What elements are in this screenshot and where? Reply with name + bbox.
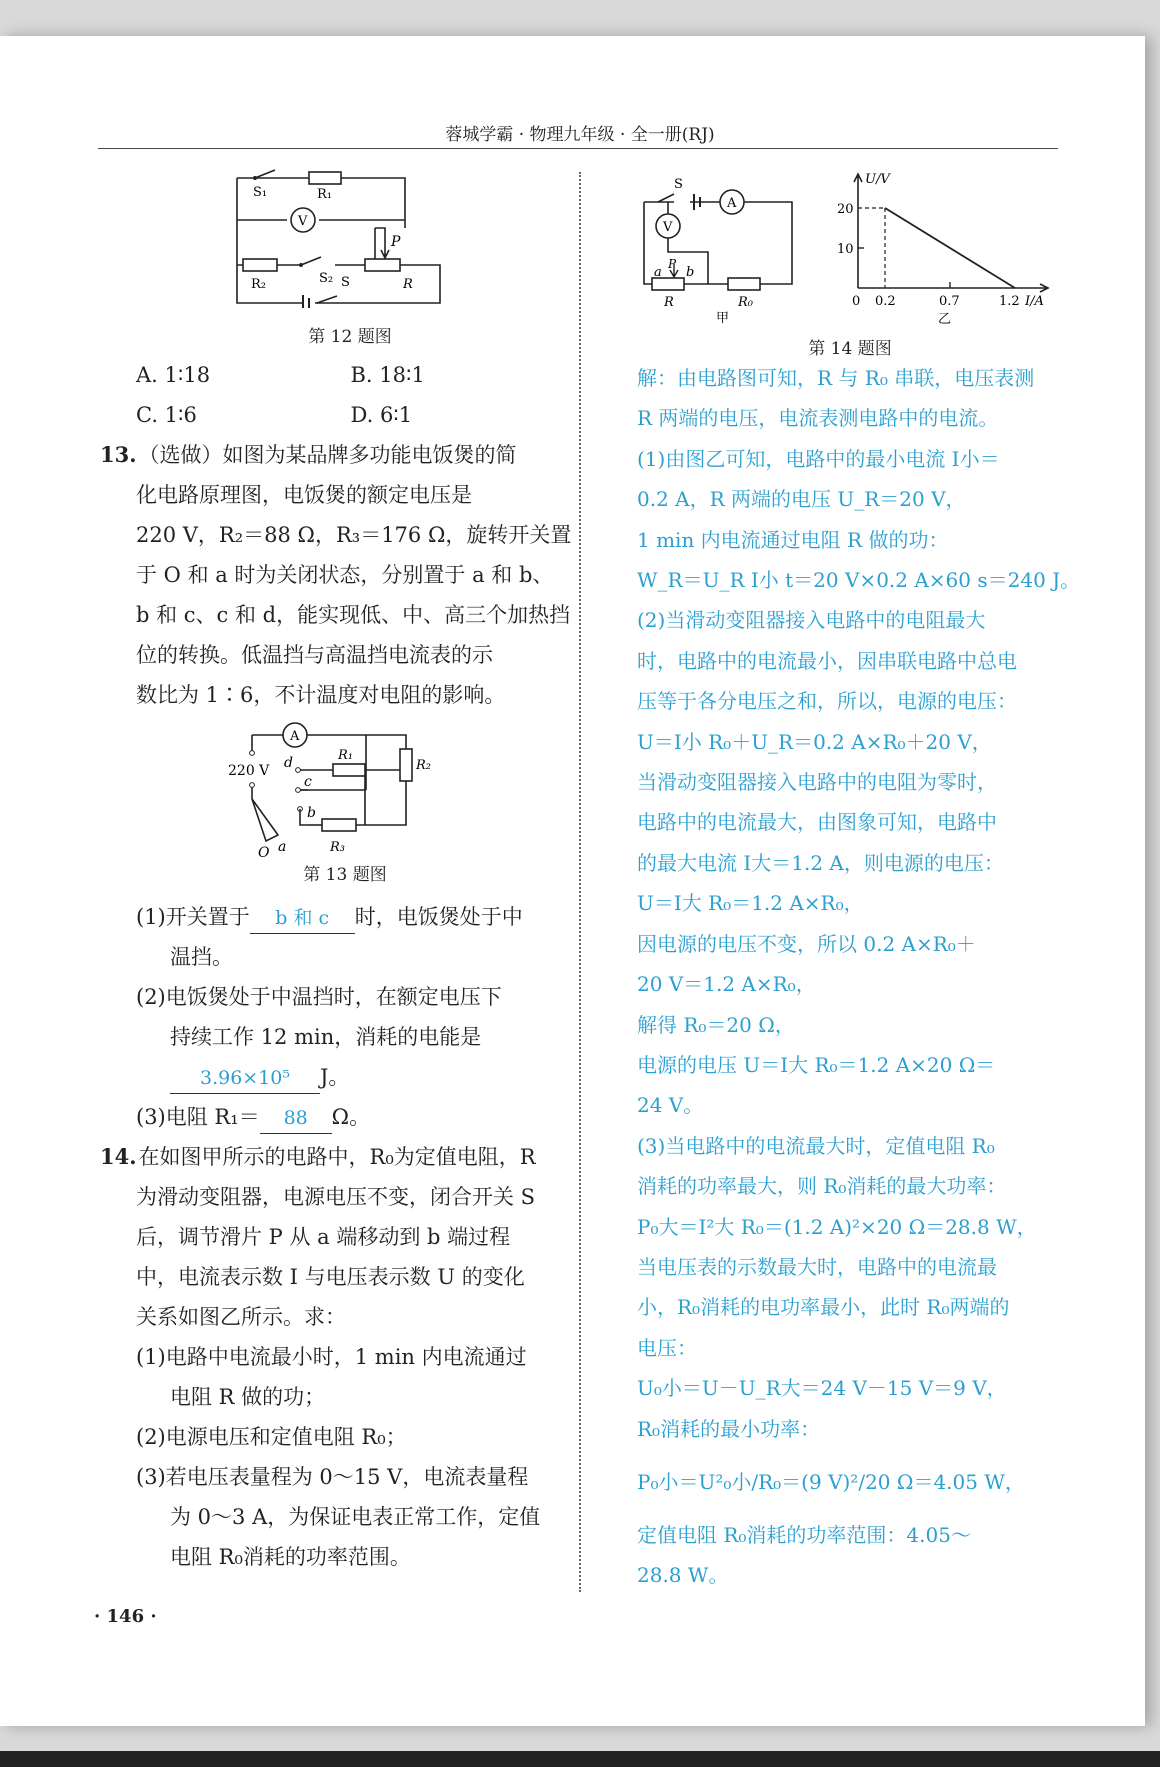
q13-sub3 bbox=[100, 1097, 565, 1137]
solution-line: (1)由图乙可知，电路中的最小电流 I小＝ bbox=[637, 446, 1000, 471]
header-rule bbox=[98, 148, 1058, 149]
solution-line: 当滑动变阻器接入电路中的电阻为零时， bbox=[637, 770, 997, 795]
solution-line: (3)当电路中的电流最大时，定值电阻 R₀ bbox=[637, 1133, 995, 1158]
rheostat-r bbox=[365, 259, 400, 271]
q13-sub1 bbox=[100, 897, 565, 937]
label-a: a bbox=[278, 839, 287, 855]
label-p: P bbox=[668, 257, 677, 271]
slider-arrow bbox=[375, 228, 389, 258]
label-220v: 220 V bbox=[228, 763, 270, 779]
rotary-switch bbox=[252, 799, 278, 841]
figure-12-caption: 第 12 题图 bbox=[308, 327, 392, 347]
page-number: · 146 · bbox=[94, 1606, 157, 1627]
figure-13-caption: 第 13 题图 bbox=[303, 865, 387, 885]
solution-line: 24 V。 bbox=[637, 1093, 704, 1118]
q13-line: 220 V，R₂＝88 Ω，R₃＝176 Ω，旋转开关置 bbox=[136, 523, 572, 547]
solution-line: 解：由电路图可知，R 与 R₀ 串联，电压表测 bbox=[637, 366, 1035, 390]
q14-sub1-line1: (1)电路中电流最小时，1 min 内电流通过 bbox=[136, 1345, 527, 1369]
q13-sub1-suffix: 时，电饭煲处于中 bbox=[354, 905, 523, 929]
q13-line: 于 O 和 a 时为关闭状态，分别置于 a 和 b、 bbox=[136, 563, 554, 587]
label-s: S bbox=[341, 275, 350, 290]
solution-line: 1 min 内电流通过电阻 R 做的功： bbox=[637, 527, 949, 552]
q14-number: 14. bbox=[100, 1144, 137, 1169]
solution-line: 小，R₀消耗的电功率最小，此时 R₀两端的 bbox=[637, 1295, 1010, 1320]
label-r: R bbox=[403, 277, 413, 292]
label-o: O bbox=[258, 845, 270, 859]
q14-sub3-line3: 电阻 R₀消耗的功率范围。 bbox=[170, 1545, 411, 1569]
q13-line: b 和 c、c 和 d，能实现低、中、高三个加热挡 bbox=[136, 603, 571, 627]
label-v: V bbox=[298, 214, 308, 229]
solution-line: 因电源的电压不变，所以 0.2 A×R₀＋ bbox=[637, 931, 976, 956]
figure-12-circuit bbox=[225, 168, 470, 308]
switch-s2 bbox=[301, 257, 321, 265]
solution-line: 消耗的功率最大，则 R₀消耗的最大功率： bbox=[637, 1174, 1007, 1199]
label-c: c bbox=[304, 774, 312, 790]
q12-option-d: D. 6∶1 bbox=[350, 403, 413, 427]
solution-line: U₀小＝U－U_R大＝24 V－15 V＝9 V， bbox=[637, 1376, 1007, 1401]
q14-text: 在如图甲所示的电路中，R₀为定值电阻，R bbox=[138, 1145, 536, 1169]
label-r1: R₁ bbox=[317, 187, 332, 202]
solution-line: 定值电阻 R₀消耗的功率范围：4.05～ bbox=[637, 1522, 971, 1547]
left-column bbox=[100, 355, 572, 1577]
resistor-r3 bbox=[322, 819, 356, 831]
solution-line: 解得 R₀＝20 Ω， bbox=[637, 1012, 795, 1037]
label-s: S bbox=[674, 177, 683, 192]
figure-14-caption: 第 14 题图 bbox=[808, 339, 892, 359]
label-s1: S₁ bbox=[253, 185, 268, 200]
q13-line: 化电路原理图，电饭煲的额定电压是 bbox=[136, 483, 472, 507]
solution-line: (2)当滑动变阻器接入电路中的电阻最大 bbox=[637, 608, 986, 633]
label-r1: R₁ bbox=[338, 748, 353, 763]
tick-label-0: 0 bbox=[852, 294, 861, 309]
label-jia: 甲 bbox=[716, 311, 730, 326]
figure-14-graph bbox=[835, 168, 1060, 328]
q13-sub3-prefix: (3)电阻 R₁＝ bbox=[136, 1105, 260, 1129]
solution-line: W_R＝U_R I小 t＝20 V×0.2 A×60 s＝240 J。 bbox=[637, 568, 1081, 593]
solution-line: P₀小＝U²₀小/R₀＝(9 V)²/20 Ω＝4.05 W， bbox=[637, 1469, 1025, 1494]
q13-sub1-prefix: (1)开关置于 bbox=[136, 905, 250, 929]
running-header: 蓉城学霸 · 物理九年级 · 全一册(RJ) bbox=[445, 125, 715, 145]
q13-text: （选做）如图为某品牌多功能电饭煲的简 bbox=[138, 443, 517, 467]
bottom-bar bbox=[0, 1751, 1160, 1767]
switch-s bbox=[317, 296, 337, 303]
solution-line: 0.2 A，R 两端的电压 U_R＝20 V， bbox=[637, 487, 966, 512]
q14-sub3-line2: 为 0～3 A，为保证电表正常工作，定值 bbox=[170, 1505, 541, 1529]
q14-line bbox=[100, 1137, 565, 1177]
tick-label-02: 0.2 bbox=[875, 294, 896, 309]
q14-line: 为滑动变阻器，电源电压不变，闭合开关 S bbox=[136, 1185, 536, 1209]
label-b: b bbox=[307, 805, 316, 821]
solution-line: 电路中的电流最大，由图象可知，电路中 bbox=[637, 810, 997, 835]
resistor-r0 bbox=[728, 278, 760, 290]
q12-options-row1 bbox=[100, 355, 565, 395]
resistor-r2 bbox=[243, 259, 277, 271]
solution-column bbox=[637, 358, 1081, 1596]
label-b-end: b bbox=[686, 265, 695, 280]
q12-option-a: A. 1∶18 bbox=[136, 363, 211, 387]
label-d: d bbox=[284, 755, 293, 771]
solution-line: 28.8 W。 bbox=[637, 1563, 729, 1588]
resistor-r2 bbox=[400, 749, 412, 781]
label-s2: S₂ bbox=[319, 271, 334, 286]
q13-sub3-answer: 88 bbox=[260, 1103, 332, 1134]
q13-sub2-line2: 持续工作 12 min，消耗的电能是 bbox=[170, 1025, 482, 1049]
q13-line bbox=[100, 435, 565, 475]
label-r: R bbox=[664, 295, 674, 310]
figure-13-circuit bbox=[228, 719, 438, 859]
label-yi: 乙 bbox=[938, 312, 952, 327]
label-r3: R₃ bbox=[330, 840, 345, 855]
solution-line: R 两端的电压，电流表测电路中的电流。 bbox=[637, 406, 999, 431]
label-a-meter: A bbox=[290, 729, 300, 744]
q13-line: 数比为 1∶6，不计温度对电阻的影响。 bbox=[136, 683, 506, 707]
q14-sub3-line1: (3)若电压表量程为 0～15 V，电流表量程 bbox=[136, 1465, 529, 1489]
label-r2: R₂ bbox=[416, 758, 431, 773]
q14-line: 中，电流表示数 I 与电压表示数 U 的变化 bbox=[136, 1265, 525, 1289]
solution-line: 压等于各分电压之和，所以，电源的电压： bbox=[637, 689, 1017, 714]
q14-line: 后，调节滑片 P 从 a 端移动到 b 端过程 bbox=[136, 1225, 511, 1249]
solution-line: P₀大＝I²大 R₀＝(1.2 A)²×20 Ω＝28.8 W， bbox=[637, 1214, 1037, 1239]
solution-line: 20 V＝1.2 A×R₀， bbox=[637, 972, 816, 997]
solution-line: 时，电路中的电流最小，因串联电路中总电 bbox=[637, 648, 1017, 673]
q13-sub2-suffix: J。 bbox=[320, 1065, 350, 1089]
solution-line: 的最大电流 I大＝1.2 A，则电源的电压： bbox=[637, 850, 1004, 875]
axis-label-i: I/A bbox=[1025, 294, 1044, 309]
tick-label-07: 0.7 bbox=[939, 294, 960, 309]
q13-sub2-line1: (2)电饭煲处于中温挡时，在额定电压下 bbox=[136, 985, 502, 1009]
column-divider bbox=[579, 172, 581, 1592]
solution-line: R₀消耗的最小功率： bbox=[637, 1416, 821, 1441]
label-r2: R₂ bbox=[251, 277, 266, 292]
label-v: V bbox=[663, 220, 673, 235]
tick-label-20: 20 bbox=[837, 202, 854, 217]
label-r0: R₀ bbox=[738, 295, 753, 310]
q13-sub2-answer: 3.96×10⁵ bbox=[170, 1063, 320, 1094]
q13-sub2-line3 bbox=[100, 1057, 565, 1097]
resistor-r1 bbox=[333, 764, 365, 776]
solution-line: 电源的电压 U＝I大 R₀＝1.2 A×20 Ω＝ bbox=[637, 1052, 996, 1077]
tick-label-10: 10 bbox=[837, 242, 854, 257]
q13-sub1-cont: 温挡。 bbox=[170, 945, 233, 969]
switch-s bbox=[658, 194, 674, 202]
axis-label-u: U/V bbox=[865, 172, 890, 187]
q12-options-row2 bbox=[100, 395, 565, 435]
graph-line bbox=[885, 208, 1015, 288]
solution-line: 电压： bbox=[637, 1335, 697, 1360]
q14-sub2-line1: (2)电源电压和定值电阻 R₀； bbox=[136, 1425, 407, 1449]
figure-14-circuit bbox=[638, 172, 798, 327]
label-a-end: a bbox=[654, 265, 662, 280]
q13-number: 13. bbox=[100, 442, 137, 467]
q13-line: 位的转换。低温挡与高温挡电流表的示 bbox=[136, 643, 493, 667]
label-p: P bbox=[391, 234, 401, 250]
q13-sub3-suffix: Ω。 bbox=[331, 1105, 371, 1129]
tick-label-12: 1.2 bbox=[999, 294, 1020, 309]
resistor-r1 bbox=[309, 172, 341, 184]
q12-option-c: C. 1∶6 bbox=[136, 403, 197, 427]
figure-13-wrapper bbox=[100, 715, 565, 885]
switch-s1 bbox=[255, 170, 275, 178]
q13-sub1-answer: b 和 c bbox=[250, 903, 355, 934]
label-a-meter: A bbox=[727, 196, 737, 211]
q12-option-b: B. 18∶1 bbox=[350, 363, 425, 387]
solution-line: U＝I大 R₀＝1.2 A×R₀， bbox=[637, 891, 864, 916]
q14-sub1-line2: 电阻 R 做的功； bbox=[170, 1385, 326, 1409]
solution-line: 当电压表的示数最大时，电路中的电流最 bbox=[637, 1254, 997, 1279]
q14-line: 关系如图乙所示。求： bbox=[136, 1305, 346, 1329]
battery-symbol bbox=[303, 295, 309, 308]
solution-line: U＝I小 R₀＋U_R＝0.2 A×R₀＋20 V， bbox=[637, 729, 992, 754]
